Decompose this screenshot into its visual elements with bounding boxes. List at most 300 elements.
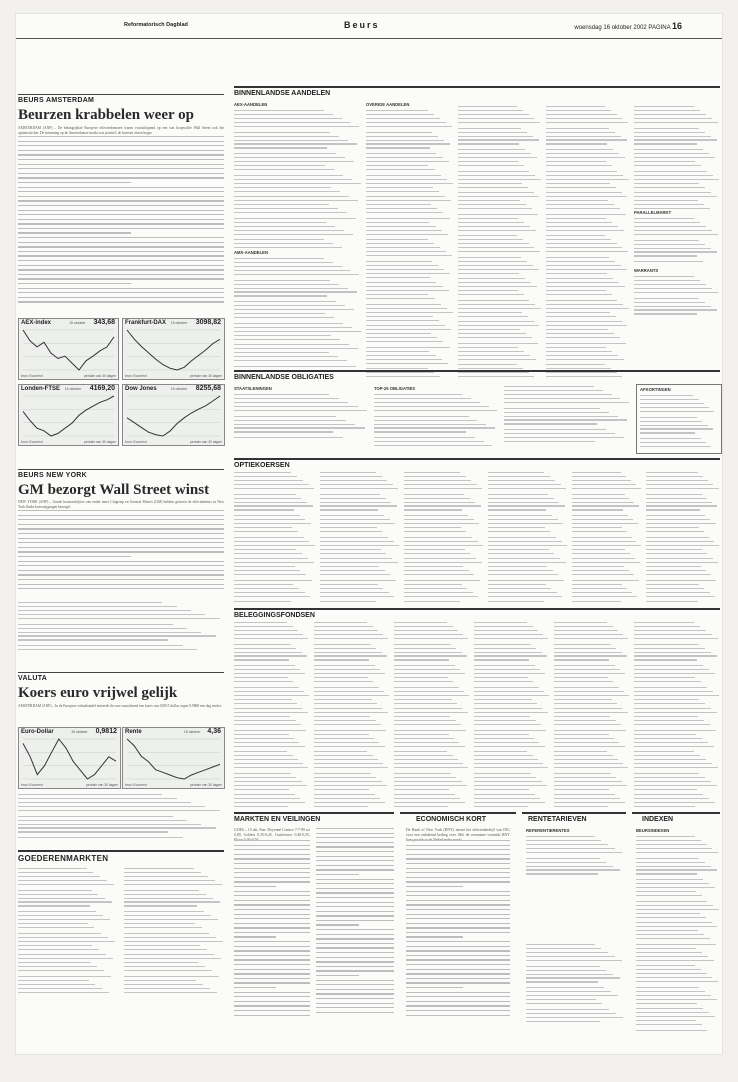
text-line	[316, 906, 394, 907]
table-row	[572, 502, 634, 503]
table-row	[320, 488, 398, 489]
text-line	[18, 292, 224, 293]
table-row	[234, 781, 302, 782]
text-line	[406, 914, 510, 915]
table-row	[458, 222, 524, 223]
table-row	[636, 887, 715, 888]
table-row	[504, 423, 597, 424]
table-row	[458, 247, 534, 248]
table-row	[488, 472, 544, 473]
table-row	[572, 562, 640, 563]
chart-date: 15 oktober	[183, 730, 201, 734]
table-row	[634, 161, 695, 162]
table-row	[572, 515, 628, 516]
table-row	[234, 472, 291, 473]
chart-plot	[123, 728, 224, 788]
table-row	[234, 673, 305, 674]
table-row	[458, 316, 528, 317]
table-row	[474, 806, 528, 807]
headline-new-york: GM bezorgt Wall Street winst	[18, 482, 210, 498]
table-row	[234, 424, 355, 425]
table-row	[546, 149, 613, 150]
table-row	[234, 665, 295, 666]
table-row	[458, 333, 526, 334]
table-row	[366, 179, 447, 180]
text-line	[406, 969, 510, 970]
table-row	[314, 734, 369, 735]
table-row	[234, 230, 344, 231]
table-row	[320, 537, 388, 538]
table-row	[458, 265, 533, 266]
table-row	[366, 226, 436, 227]
table-row	[394, 703, 457, 704]
table-row	[636, 926, 717, 927]
table-row	[526, 1013, 616, 1014]
table-row	[646, 562, 718, 563]
table-row	[636, 1012, 709, 1013]
chart-date: 15 oktober	[69, 321, 86, 325]
table-row	[234, 258, 324, 259]
table-row	[18, 884, 114, 885]
text-line	[316, 902, 394, 903]
text-line	[316, 1012, 394, 1013]
table-row	[234, 734, 289, 735]
text-line	[406, 932, 510, 933]
table-row	[572, 553, 630, 554]
text-line	[234, 881, 310, 882]
table-row	[474, 626, 533, 627]
chart-footer	[21, 440, 116, 444]
table-row	[474, 763, 543, 764]
table-row	[314, 724, 381, 725]
table-row	[636, 848, 712, 849]
table-row	[458, 282, 531, 283]
text-line	[316, 989, 394, 990]
table-row	[320, 580, 396, 581]
table-row	[646, 566, 701, 567]
table-row	[634, 659, 697, 660]
text-line	[18, 584, 224, 585]
text-line	[234, 1010, 310, 1011]
table-row	[404, 545, 483, 546]
rule	[234, 86, 720, 88]
table-row	[394, 638, 468, 639]
rule	[234, 458, 720, 460]
table-row	[634, 288, 712, 289]
table-row	[634, 626, 700, 627]
table-row	[634, 196, 717, 197]
table-row	[394, 734, 449, 735]
table-row	[314, 687, 379, 688]
table-row	[640, 407, 709, 408]
table-amx-aandelen	[234, 258, 362, 362]
text-line	[406, 941, 510, 942]
table-row	[634, 802, 715, 803]
table-row	[366, 132, 432, 133]
table-row	[18, 915, 103, 916]
table-row	[234, 339, 340, 340]
table-row	[320, 509, 378, 510]
text-line	[18, 177, 224, 178]
table-row	[234, 204, 329, 205]
table-row	[458, 106, 517, 107]
col-amx-aandelen: AMX-AANDELEN	[234, 250, 268, 255]
table-row	[474, 720, 536, 721]
text-line	[18, 283, 131, 284]
text-line	[406, 1015, 510, 1016]
table-row	[320, 553, 386, 554]
table-row	[474, 767, 548, 768]
table-row	[458, 161, 518, 162]
rule	[234, 812, 394, 814]
table-row	[234, 295, 327, 296]
table-row	[124, 937, 216, 938]
table-row	[474, 622, 527, 623]
table-row	[636, 879, 703, 880]
table-row	[488, 562, 566, 563]
table-row	[18, 831, 168, 832]
table-row	[320, 476, 382, 477]
table-row	[18, 614, 205, 615]
section-economisch-kort: ECONOMISCH KORT	[416, 816, 486, 823]
table-row	[634, 118, 712, 119]
table-row	[234, 584, 293, 585]
table-row	[320, 541, 394, 542]
text-line	[234, 891, 310, 892]
table-row	[572, 570, 629, 571]
text-line	[316, 970, 394, 971]
table-row	[18, 868, 87, 869]
table-row	[394, 773, 451, 774]
headline-amsterdam: Beurzen krabbelen weer op	[18, 107, 194, 123]
table-row	[234, 226, 335, 227]
table-row	[234, 785, 307, 786]
table-row	[554, 802, 625, 803]
table-row	[634, 751, 694, 752]
rule	[522, 812, 626, 814]
table-row	[234, 222, 326, 223]
table-rentetarieven-2	[526, 944, 624, 1020]
table-row	[314, 798, 380, 799]
text-line	[234, 904, 310, 905]
chart-value: 343,68	[93, 319, 115, 326]
table-row	[526, 844, 608, 845]
table-row	[314, 681, 373, 682]
table-row	[474, 699, 532, 700]
table-row	[636, 952, 702, 953]
table-row	[314, 644, 371, 645]
table-row	[404, 505, 481, 506]
table-row	[634, 240, 699, 241]
table-row	[234, 677, 288, 678]
text-line	[316, 911, 394, 912]
table-row	[234, 502, 307, 503]
table-row	[526, 995, 618, 996]
text-line	[18, 251, 224, 252]
table-row	[554, 730, 626, 731]
table-american-stocks	[18, 602, 224, 652]
chart-footer	[21, 783, 118, 787]
table-row	[404, 523, 479, 524]
table-row	[546, 376, 622, 377]
text-line	[406, 978, 510, 979]
table-row	[394, 677, 448, 678]
table-row	[234, 431, 333, 432]
table-row	[366, 239, 428, 240]
table-row	[458, 325, 539, 326]
table-row	[18, 827, 216, 828]
table-row	[404, 574, 474, 575]
table-row	[554, 806, 608, 807]
chart-plot	[19, 319, 118, 379]
chart-footer	[125, 440, 222, 444]
text-line	[406, 1005, 510, 1006]
text-line	[18, 214, 224, 215]
table-row	[634, 734, 696, 735]
col-parallelmarkt: PARALLELMARKT	[634, 210, 672, 215]
table-row	[314, 763, 383, 764]
table-row	[320, 545, 399, 546]
text-line	[18, 274, 224, 275]
table-row	[18, 905, 90, 906]
table-row	[366, 222, 429, 223]
table-row	[366, 316, 433, 317]
table-row	[640, 403, 704, 404]
table-row	[634, 175, 713, 176]
table-row	[404, 537, 472, 538]
table-row	[366, 247, 440, 248]
text-line	[234, 909, 310, 910]
table-row	[646, 531, 704, 532]
table-row	[634, 309, 717, 310]
table-obligaties-3	[504, 386, 632, 444]
table-row	[404, 596, 478, 597]
table-row	[546, 139, 627, 140]
table-row	[546, 290, 606, 291]
table-row	[124, 949, 207, 950]
table-row	[634, 226, 706, 227]
table-row	[646, 588, 704, 589]
table-row	[634, 276, 694, 277]
text-line	[406, 982, 510, 983]
date-page: woensdag 16 oktober 2002 PAGINA 16	[574, 21, 682, 31]
table-row	[366, 341, 443, 342]
table-row	[314, 699, 372, 700]
table-row	[634, 763, 712, 764]
table-row	[124, 911, 204, 912]
table-row	[646, 601, 698, 602]
table-row	[394, 708, 462, 709]
table-row	[314, 626, 373, 627]
table-row	[404, 484, 477, 485]
table-row	[646, 545, 719, 546]
table-row	[634, 687, 707, 688]
table-row	[504, 437, 624, 438]
table-row	[366, 355, 436, 356]
text-line	[18, 515, 224, 516]
table-row	[554, 673, 625, 674]
table-row	[366, 140, 444, 141]
table-row	[646, 584, 699, 585]
table-row	[554, 789, 609, 790]
table-row	[234, 669, 300, 670]
table-row	[636, 917, 706, 918]
table-row	[124, 958, 221, 959]
table-row	[234, 313, 325, 314]
chart-period: periode van 30 dagen	[86, 783, 118, 787]
table-row	[646, 509, 700, 510]
table-row	[554, 720, 616, 721]
table-row	[504, 394, 612, 395]
table-row	[634, 665, 703, 666]
table-row	[526, 858, 600, 859]
text-line	[316, 934, 394, 935]
text-line	[406, 987, 463, 988]
table-row	[394, 798, 460, 799]
table-row	[474, 738, 534, 739]
table-row	[314, 712, 388, 713]
text-line	[18, 556, 131, 557]
text-line	[406, 840, 510, 841]
table-row	[366, 325, 445, 326]
table-row	[234, 323, 343, 324]
section-indexen: INDEXEN	[642, 816, 674, 823]
chart-euro-dollar	[18, 727, 121, 789]
table-row	[634, 136, 711, 137]
table-row	[234, 114, 333, 115]
table-row	[488, 570, 553, 571]
table-row	[546, 337, 620, 338]
table-row	[234, 262, 333, 263]
table-row	[474, 655, 547, 656]
table-fondsen-1	[234, 622, 310, 800]
text-line	[18, 187, 224, 188]
table-row	[394, 691, 464, 692]
table-row	[646, 580, 716, 581]
chart-plot	[19, 728, 120, 788]
table-row	[546, 300, 617, 301]
table-row	[572, 549, 625, 550]
table-row	[234, 344, 349, 345]
table-row	[572, 480, 631, 481]
table-row	[554, 626, 613, 627]
table-row	[404, 592, 473, 593]
section-rentetarieven: RENTETARIEVEN	[528, 816, 587, 823]
table-row	[458, 376, 534, 377]
newspaper-page	[16, 14, 722, 1054]
text-line	[316, 842, 394, 843]
table-row	[554, 681, 613, 682]
table-row	[572, 527, 622, 528]
table-row	[394, 673, 465, 674]
table-goederen-1	[18, 868, 116, 988]
table-row	[488, 541, 562, 542]
table-row	[572, 488, 641, 489]
table-row	[124, 962, 198, 963]
table-row	[458, 278, 525, 279]
table-row	[488, 494, 548, 495]
table-row	[488, 476, 550, 477]
text-line	[316, 846, 394, 847]
table-row	[474, 759, 538, 760]
table-row	[234, 759, 298, 760]
table-row	[546, 106, 605, 107]
abbreviations-title: AFKORTINGEN	[640, 387, 671, 392]
table-row	[554, 644, 611, 645]
chart-value: 4,36	[207, 728, 221, 735]
chart-source: bron: Euronext	[21, 374, 43, 378]
table-row	[320, 505, 397, 506]
chart-title: Londen-FTSE	[21, 386, 60, 392]
table-row	[636, 1020, 696, 1021]
table-row	[458, 286, 537, 287]
table-row	[634, 248, 711, 249]
table-row	[314, 794, 375, 795]
text-line	[406, 886, 463, 887]
chart-period: periode van 30 dagen	[84, 374, 116, 378]
table-row	[474, 638, 548, 639]
table-row	[320, 480, 387, 481]
table-row	[474, 773, 531, 774]
table-row	[458, 343, 538, 344]
table-row	[234, 580, 312, 581]
chart-title: Frankfurt-DAX	[125, 320, 167, 326]
publication-name: Reformatorisch Dagblad	[124, 22, 188, 28]
table-row	[314, 720, 376, 721]
table-row	[234, 122, 350, 123]
table-row	[488, 596, 562, 597]
table-row	[504, 398, 620, 399]
chart-source: bron: Euronext	[21, 783, 43, 787]
table-row	[314, 777, 376, 778]
table-row	[554, 648, 616, 649]
table-row	[124, 868, 194, 869]
table-row	[458, 364, 517, 365]
table-row	[458, 359, 536, 360]
chart-source: bron: Euronext	[125, 783, 147, 787]
rule	[400, 812, 516, 814]
table-staatsleningen	[234, 394, 370, 438]
table-row	[634, 230, 712, 231]
table-row	[634, 114, 706, 115]
table-row	[234, 200, 358, 201]
text-line	[234, 932, 310, 933]
table-fondsen-6	[634, 622, 720, 800]
table-row	[634, 806, 695, 807]
text-line	[18, 237, 224, 238]
table-row	[634, 143, 697, 144]
table-row	[314, 630, 378, 631]
table-row	[572, 472, 621, 473]
table-row	[234, 712, 308, 713]
table-row	[572, 519, 633, 520]
text-line	[316, 998, 394, 999]
text-line	[316, 856, 394, 857]
table-row	[314, 767, 388, 768]
table-row	[572, 537, 632, 538]
rule	[18, 672, 224, 673]
table-row	[234, 284, 339, 285]
table-row	[314, 669, 380, 670]
text-line	[316, 938, 394, 939]
table-row	[18, 618, 220, 619]
table-row	[394, 716, 450, 717]
table-row	[234, 763, 303, 764]
table-row	[526, 1017, 623, 1018]
table-row	[636, 901, 707, 902]
table-row	[234, 652, 302, 653]
table-row	[488, 502, 559, 503]
